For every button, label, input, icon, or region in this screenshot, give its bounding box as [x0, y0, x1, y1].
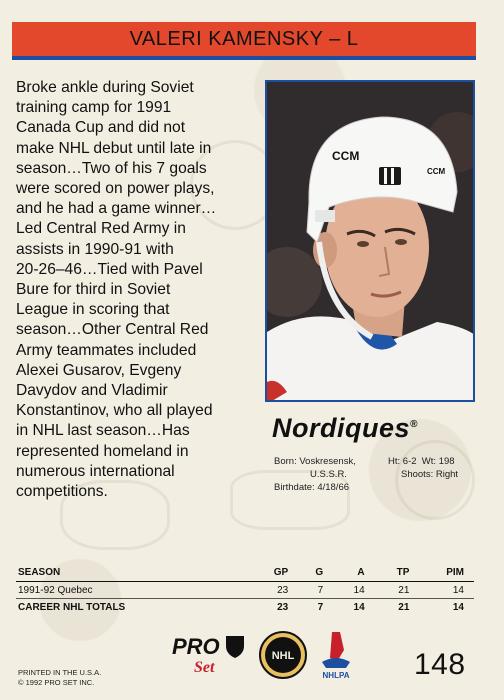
- stats-header: GP: [250, 566, 298, 582]
- team-name: Nordiques: [272, 413, 411, 443]
- stats-header: A: [333, 566, 374, 582]
- bio-line: were scored on power plays,: [16, 180, 215, 198]
- svg-text:PRO: PRO: [172, 634, 220, 659]
- birthdate-info: [274, 481, 349, 494]
- bio-line: in NHL last season…Has: [16, 422, 190, 440]
- player-portrait-illustration: [267, 82, 475, 402]
- shoots-label: Shoots:: [401, 469, 434, 480]
- pro-set-logo: [172, 632, 248, 674]
- copyright-text: © 1992 PRO SET INC.: [18, 678, 95, 687]
- team-logo: [272, 413, 418, 444]
- player-photo: [265, 80, 475, 402]
- born-info: [274, 455, 356, 468]
- born-label: Born:: [274, 456, 297, 467]
- bio-line: Davydov and Vladimir: [16, 382, 168, 400]
- bio-line: League in scoring that: [16, 301, 170, 319]
- helmet-brand-side-text: CCM: [427, 167, 446, 176]
- bio-line: season…Other Central Red: [16, 321, 209, 339]
- shoots-info: [401, 468, 458, 481]
- bio-line: numerous international: [16, 462, 175, 480]
- bio-line: make NHL debut until late in: [16, 139, 212, 157]
- birthdate-label: Birthdate:: [274, 482, 315, 493]
- stats-header: G: [298, 566, 333, 582]
- bio-line: Bure for third in Soviet: [16, 281, 171, 299]
- height-label: Ht:: [388, 456, 401, 467]
- svg-text:NHLPA: NHLPA: [322, 671, 350, 680]
- stats-cell: 14: [353, 602, 365, 613]
- bio-line: season…Two of his 7 goals: [16, 159, 207, 177]
- player-name-position: VALERI KAMENSKY – L: [129, 27, 359, 50]
- svg-text:NHL: NHL: [271, 650, 295, 662]
- height-weight-info: [388, 455, 455, 468]
- bio-line: assists in 1990-91 with: [16, 240, 174, 258]
- stats-cell: 21: [375, 582, 420, 599]
- stats-cell: 14: [452, 602, 464, 613]
- bio-line: Broke ankle during Soviet: [16, 79, 194, 96]
- card-number: 148: [414, 648, 466, 681]
- stats-row: [16, 582, 474, 599]
- stats-cell: CAREER NHL TOTALS: [18, 602, 126, 613]
- stats-header-row: [16, 566, 474, 582]
- stats-cell: 7: [298, 582, 333, 599]
- bio-line: competitions.: [16, 483, 108, 501]
- helmet-brand-text: CCM: [332, 149, 360, 163]
- bio-line: Alexei Gusarov, Evgeny: [16, 361, 182, 379]
- bio-line: training camp for 1991: [16, 99, 172, 117]
- birthdate-value: 4/18/66: [317, 482, 350, 493]
- weight-label: Wt:: [421, 456, 437, 467]
- stats-cell: 1991-92 Quebec: [16, 582, 250, 599]
- bio-line: represented homeland in: [16, 442, 189, 460]
- height-value: 6-2: [402, 456, 417, 467]
- trademark-symbol: ®: [410, 419, 418, 430]
- shoots-value: Right: [435, 469, 459, 480]
- bio-line: Canada Cup and did not: [16, 119, 186, 137]
- svg-text:Set: Set: [194, 659, 215, 674]
- nhlpa-logo: [316, 628, 356, 680]
- stats-cell: 23: [250, 582, 298, 599]
- player-biography: [16, 78, 260, 502]
- nhl-shield-logo: [258, 630, 308, 680]
- stats-cell: 21: [398, 602, 410, 613]
- bio-line: Konstantinov, who all played: [16, 402, 213, 420]
- born-city: Voskresensk,: [299, 456, 356, 467]
- stats-header: PIM: [419, 566, 474, 582]
- stats-cell: 14: [419, 582, 474, 599]
- bio-line: 20-26–46…Tied with Pavel: [16, 260, 203, 278]
- bio-line: Army teammates included: [16, 341, 197, 359]
- stats-cell: 7: [317, 602, 324, 613]
- stats-cell: 23: [277, 602, 289, 613]
- printing-credits: [18, 668, 101, 688]
- career-stats-table: [16, 566, 474, 615]
- bio-line: and he had a game winner…: [16, 200, 217, 218]
- bio-line: Led Central Red Army in: [16, 220, 186, 238]
- born-country: U.S.S.R.: [310, 469, 347, 480]
- stats-cell: 14: [333, 582, 374, 599]
- stats-header: TP: [375, 566, 420, 582]
- stats-header: SEASON: [16, 566, 250, 582]
- printed-in-text: PRINTED IN THE U.S.A.: [18, 668, 102, 677]
- stats-totals-row: [16, 599, 474, 616]
- weight-value: 198: [438, 456, 455, 467]
